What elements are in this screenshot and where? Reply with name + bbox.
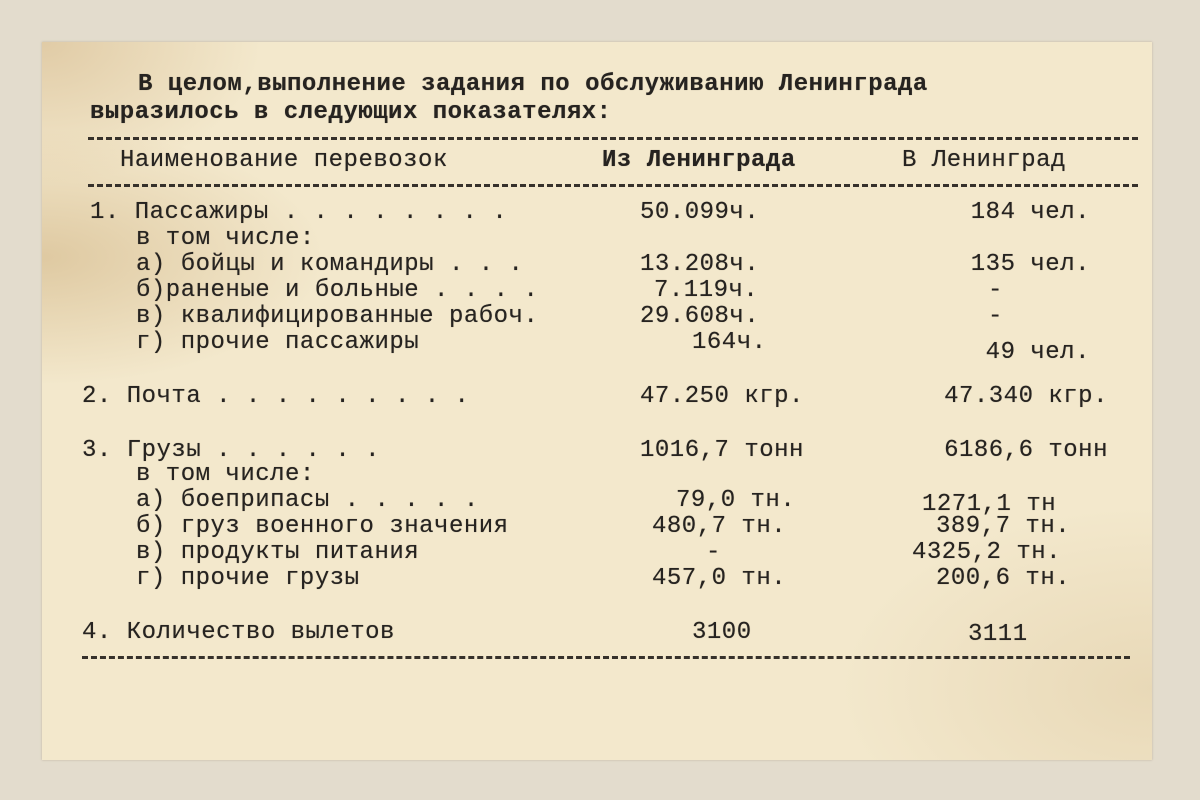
cargo-sub-label: г) прочие грузы (136, 565, 360, 592)
table-bottom-rule (82, 656, 1130, 659)
passengers-sub-label: г) прочие пассажиры (136, 329, 420, 356)
passengers-sub-to: - (988, 277, 1003, 304)
passengers-sub-label: в) квалифицированные рабоч. (136, 303, 539, 330)
passengers-sub-from: 13.208ч. (640, 251, 760, 278)
header-col-name: Наименование перевозок (120, 147, 448, 174)
passengers-sub-from: 29.608ч. (640, 303, 760, 330)
cargo-sub-from: 457,0 тн. (652, 565, 787, 592)
cargo-from: 1016,7 тонн (640, 437, 804, 464)
passengers-sub-to: - (988, 303, 1003, 330)
passengers-from: 50.099ч. (640, 199, 760, 226)
passengers-sub-to: 49 чел. (985, 339, 1090, 366)
cargo-sub-from: 79,0 тн. (676, 487, 796, 514)
passengers-label: 1. Пассажиры . . . . . . . . (90, 199, 508, 226)
cargo-including: в том числе: (136, 461, 315, 488)
cargo-sub-to: 4325,2 тн. (912, 539, 1062, 566)
passengers-sub-to: 135 чел. (970, 251, 1090, 278)
header-col-to: В Ленинград (902, 147, 1066, 174)
cargo-sub-to: 1271,1 тн (922, 491, 1057, 518)
cargo-sub-label: а) боеприпасы . . . . . (136, 487, 479, 514)
passengers-sub-from: 7.119ч. (654, 277, 759, 304)
passengers-sub-from: 164ч. (692, 329, 767, 356)
mail-label: 2. Почта . . . . . . . . . (82, 383, 470, 410)
cargo-sub-to: 389,7 тн. (936, 513, 1071, 540)
cargo-sub-label: в) продукты питания (136, 539, 420, 566)
header-col-from: Из Ленинграда (602, 147, 796, 174)
passengers-sub-label: б)раненые и больные . . . . (136, 277, 539, 304)
document-page (42, 42, 1152, 760)
header-bottom-rule (88, 184, 1138, 187)
flights-from: 3100 (692, 619, 752, 646)
cargo-label: 3. Грузы . . . . . . (82, 437, 381, 464)
intro-line-1: В целом,выполнение задания по обслуживанию Ленинграда (138, 71, 928, 98)
intro-line-2: выразилось в следующих показателях: (90, 99, 612, 126)
cargo-sub-from: 480,7 тн. (652, 513, 787, 540)
passengers-sub-label: а) бойцы и командиры . . . (136, 251, 524, 278)
flights-to: 3111 (968, 621, 1028, 648)
mail-from: 47.250 кгр. (640, 383, 804, 410)
cargo-sub-from: - (706, 539, 721, 566)
cargo-sub-label: б) груз военного значения (136, 513, 509, 540)
mail-to: 47.340 кгр. (944, 383, 1108, 410)
passengers-to: 184 чел. (970, 199, 1090, 226)
flights-label: 4. Количество вылетов (82, 619, 395, 646)
cargo-to: 6186,6 тонн (944, 437, 1108, 464)
table-top-rule (88, 137, 1138, 140)
passengers-including: в том числе: (136, 225, 315, 252)
cargo-sub-to: 200,6 тн. (936, 565, 1071, 592)
